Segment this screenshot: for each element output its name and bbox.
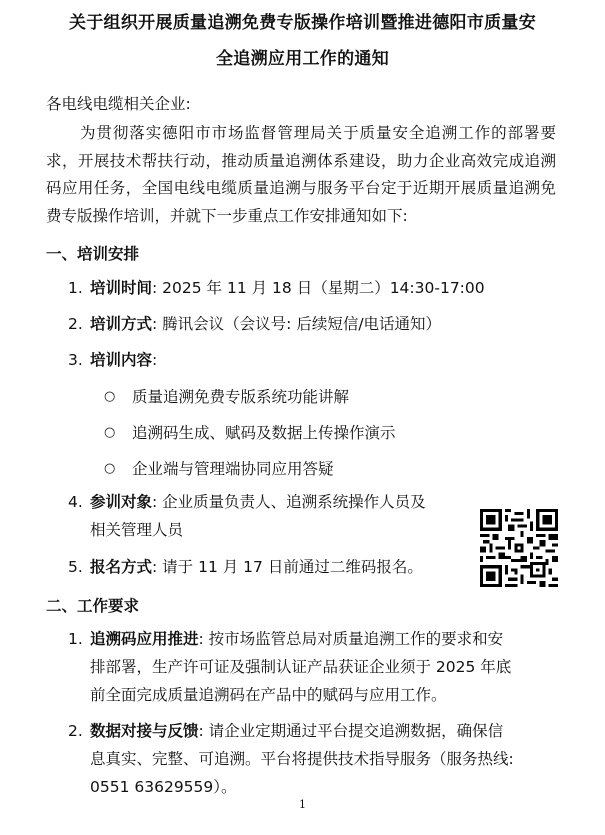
item-number: 3. <box>68 351 83 369</box>
registration-method <box>90 553 423 581</box>
item-text: : 请于 11 月 17 日前通过二维码报名。 <box>152 558 423 576</box>
item-label: 追溯码应用推进 <box>90 630 199 648</box>
item-label: 培训内容 <box>90 351 153 369</box>
item-label: 数据对接与反馈 <box>90 722 199 740</box>
training-method <box>90 310 441 338</box>
item-text-cont: 排部署，生产许可证及强制认证产品获证企业须于 2025 年底 <box>90 658 512 676</box>
item-text-cont: 相关管理人员 <box>90 521 184 539</box>
intro-paragraph <box>46 120 556 230</box>
item-text-cont: 0551 63629559）。 <box>90 778 237 796</box>
qr-code-icon[interactable] <box>480 509 558 587</box>
item-text-cont: 息真实、完整、可追溯。平台将提供技术指导服务（服务热线: <box>90 750 514 768</box>
bullet-icon: ○ <box>104 425 116 440</box>
item-text: : 腾讯会议（会议号: 后续短信/电话通知） <box>152 315 442 333</box>
intro-text: 为贯彻落实德阳市市场监督管理局关于质量安全追溯工作的部署要求，开展技术帮扶行动，推动质量追溯体系建设，助力企业高效完成追溯码应用任务，全国电线电缆质量追溯与服务平台定于近期开展质量追溯免费专版操作培训，并就下一步重点工作安排通知如下: <box>46 124 556 225</box>
item-label: 培训方式 <box>90 315 153 333</box>
training-content <box>90 346 157 374</box>
traceability-code-requirement <box>90 625 511 709</box>
item-text: : 按市场监管总局对质量追溯工作的要求和安 <box>198 630 504 648</box>
item-label: 培训时间 <box>90 279 153 297</box>
content-bullet-item: 企业端与管理端协同应用答疑 <box>132 460 334 478</box>
item-label: 报名方式 <box>90 558 153 576</box>
document-title-line2: 全追溯应用工作的通知 <box>216 49 389 69</box>
page-number: 1 <box>299 798 306 811</box>
document-title-line1: 关于组织开展质量追溯免费专版操作培训暨推进德阳市质量安 <box>68 13 537 33</box>
item-text: : 企业质量负责人、追溯系统操作人员及 <box>152 493 426 511</box>
item-label: 参训对象 <box>90 493 153 511</box>
section1-heading: 一、培训安排 <box>46 245 140 263</box>
bullet-icon: ○ <box>104 461 116 476</box>
item-number: 2. <box>68 315 83 333</box>
training-participants <box>90 488 426 544</box>
training-time <box>90 274 485 302</box>
salutation: 各电线电缆相关企业: <box>46 95 191 113</box>
item-text-cont: 前全面完成质量追溯码在产品中的赋码与应用工作。 <box>90 686 447 704</box>
item-number: 5. <box>68 558 83 576</box>
bullet-icon: ○ <box>104 389 116 404</box>
content-bullet-item: 质量追溯免费专版系统功能讲解 <box>132 388 350 406</box>
item-text: : <box>152 351 158 369</box>
section2-heading: 二、工作要求 <box>46 597 140 615</box>
item-number: 4. <box>68 493 83 511</box>
content-bullet-item: 追溯码生成、赋码及数据上传操作演示 <box>132 424 396 442</box>
item-text: : 2025 年 11 月 18 日（星期二）14:30-17:00 <box>152 279 485 297</box>
item-text: : 请企业定期通过平台提交追溯数据，确保信 <box>198 722 504 740</box>
data-feedback-requirement <box>90 717 514 801</box>
item-number: 1. <box>68 630 83 648</box>
item-number: 2. <box>68 722 83 740</box>
item-number: 1. <box>68 279 83 297</box>
